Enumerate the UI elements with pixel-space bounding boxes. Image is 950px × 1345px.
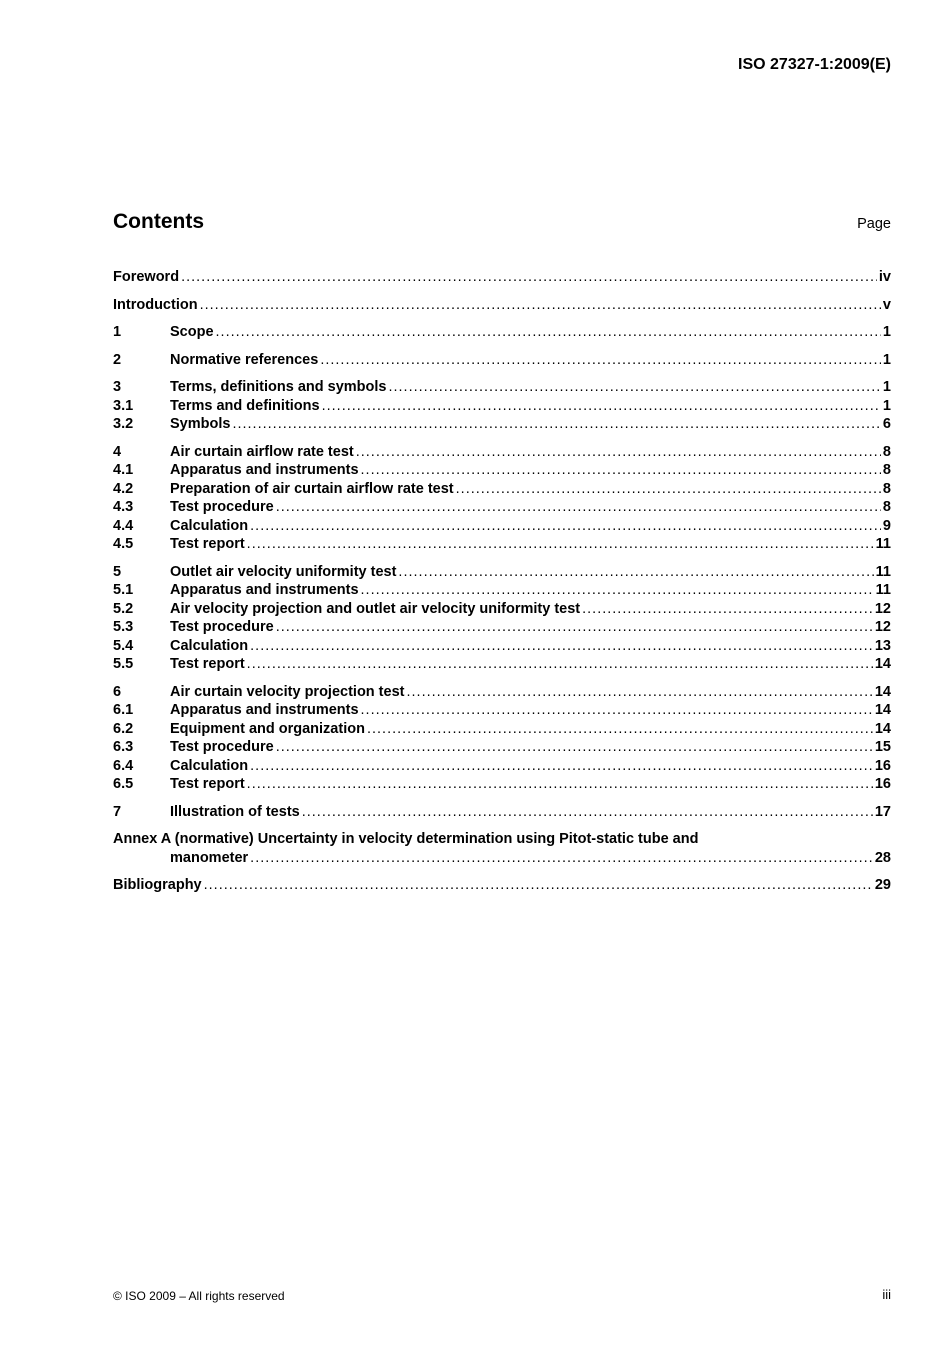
toc-entry[interactable] bbox=[113, 600, 891, 619]
toc-entry-page: 8 bbox=[882, 480, 891, 497]
toc-entry-number: 4.3 bbox=[113, 499, 134, 515]
toc-entry[interactable] bbox=[113, 581, 891, 600]
toc-entry-page: 12 bbox=[874, 600, 891, 617]
toc-entry[interactable] bbox=[113, 618, 891, 637]
toc-entry-page: 8 bbox=[882, 443, 891, 460]
document-id: ISO 27327-1:2009(E) bbox=[738, 56, 891, 73]
toc-entry-title: Air curtain airflow rate test bbox=[170, 443, 354, 460]
annex-title-line1: Annex A (normative) Uncertainty in velocity determination using Pitot-static tube and bbox=[113, 831, 699, 847]
annex-title-line2: manometer bbox=[170, 849, 249, 866]
toc-entry-number: 5.2 bbox=[113, 600, 134, 617]
toc-entry[interactable] bbox=[113, 738, 891, 757]
dot-leader bbox=[250, 637, 873, 656]
toc-entry-title: Outlet air velocity uniformity test bbox=[170, 563, 397, 580]
dot-leader bbox=[356, 443, 881, 462]
toc-entry-title: Test report bbox=[170, 536, 245, 552]
toc-entry-number: 4.5 bbox=[113, 536, 134, 552]
toc-entry[interactable] bbox=[113, 803, 891, 822]
dot-leader bbox=[250, 757, 873, 776]
toc-entry-page: 14 bbox=[874, 702, 891, 718]
toc-entry-page: 8 bbox=[882, 462, 891, 478]
toc-entry-number: 4.4 bbox=[113, 517, 134, 534]
toc-entry-title: Apparatus and instruments bbox=[170, 702, 359, 718]
dot-leader bbox=[204, 876, 873, 895]
dot-leader bbox=[361, 701, 873, 720]
toc-entry-page: 1 bbox=[882, 351, 891, 368]
toc-group bbox=[113, 296, 891, 315]
dot-leader bbox=[398, 563, 873, 582]
toc-entry-page: 15 bbox=[874, 739, 891, 755]
toc-entry-title: Normative references bbox=[170, 351, 319, 368]
toc-entry-page: 11 bbox=[875, 582, 891, 598]
dot-leader bbox=[456, 480, 881, 499]
toc-entry[interactable] bbox=[113, 775, 891, 794]
toc-group bbox=[113, 351, 891, 370]
toc-entry-title: Illustration of tests bbox=[170, 803, 300, 820]
toc-group bbox=[113, 268, 891, 287]
toc-entry[interactable] bbox=[113, 351, 891, 370]
toc-entry[interactable] bbox=[113, 498, 891, 517]
dot-leader bbox=[276, 738, 873, 757]
dot-leader bbox=[200, 296, 881, 315]
toc-entry-page: 12 bbox=[874, 619, 891, 635]
toc-entry-page: 16 bbox=[874, 757, 891, 774]
toc-entry-title: Test procedure bbox=[170, 499, 274, 515]
toc-entry-title: Bibliography bbox=[113, 877, 202, 893]
toc-entry-title: Air velocity projection and outlet air velocity uniformity test bbox=[170, 600, 581, 617]
toc-entry-title: Terms, definitions and symbols bbox=[170, 379, 387, 395]
toc-entry-title: Calculation bbox=[170, 637, 249, 654]
toc-group bbox=[113, 803, 891, 822]
toc-entry-number: 6.3 bbox=[113, 739, 134, 755]
toc-entry-number: 2 bbox=[113, 351, 122, 368]
dot-leader bbox=[181, 268, 877, 287]
toc-entry-number: 6.2 bbox=[113, 720, 134, 737]
toc-entry[interactable] bbox=[113, 563, 891, 582]
dot-leader bbox=[247, 655, 873, 674]
toc-entry-page: 29 bbox=[874, 877, 891, 893]
toc-entry[interactable] bbox=[113, 683, 891, 702]
dot-leader bbox=[406, 683, 872, 702]
toc-entry-page: 8 bbox=[882, 499, 891, 515]
toc-entry-number: 4 bbox=[113, 443, 122, 460]
toc-group bbox=[113, 378, 891, 434]
page-column-label: Page bbox=[857, 216, 891, 232]
toc-entry[interactable] bbox=[113, 757, 891, 776]
toc-entry-page: v bbox=[882, 296, 891, 313]
toc-entry-page: 1 bbox=[882, 324, 891, 340]
toc-entry-number: 5.5 bbox=[113, 656, 134, 672]
annex-title-line2-row bbox=[113, 849, 891, 868]
dot-leader bbox=[367, 720, 873, 739]
toc-entry-bibliography[interactable] bbox=[113, 876, 891, 895]
toc-entry-title: Air curtain velocity projection test bbox=[170, 683, 405, 700]
toc-group bbox=[113, 563, 891, 674]
toc-group bbox=[113, 323, 891, 342]
dot-leader bbox=[322, 397, 881, 416]
toc-entry[interactable] bbox=[113, 535, 891, 554]
dot-leader bbox=[320, 351, 881, 370]
dot-leader bbox=[388, 378, 880, 397]
toc-entry-title: Scope bbox=[170, 324, 214, 340]
toc-entry-number: 6.4 bbox=[113, 757, 134, 774]
toc-entry-page: 14 bbox=[874, 720, 891, 737]
annex-page: 28 bbox=[874, 849, 891, 866]
toc-entry-number: 5 bbox=[113, 563, 122, 580]
dot-leader bbox=[302, 803, 873, 822]
toc-entry-number: 5.1 bbox=[113, 582, 134, 598]
toc-entry[interactable] bbox=[113, 637, 891, 656]
toc-entry[interactable] bbox=[113, 701, 891, 720]
toc-entry-page: 1 bbox=[882, 397, 891, 414]
toc-entry-number: 7 bbox=[113, 803, 122, 820]
table-of-contents bbox=[113, 268, 891, 904]
dot-leader bbox=[247, 535, 874, 554]
toc-group bbox=[113, 876, 891, 895]
toc-entry-number: 6.1 bbox=[113, 702, 134, 718]
toc-entry-title: Test procedure bbox=[170, 619, 274, 635]
toc-entry[interactable] bbox=[113, 443, 891, 462]
dot-leader bbox=[250, 517, 881, 536]
toc-entry-number: 3.1 bbox=[113, 397, 134, 414]
toc-entry-number: 6 bbox=[113, 683, 122, 700]
toc-entry-title: Preparation of air curtain airflow rate test bbox=[170, 480, 454, 497]
toc-entry-number: 6.5 bbox=[113, 776, 134, 792]
toc-entry-number: 3 bbox=[113, 379, 122, 395]
toc-entry-title: Test report bbox=[170, 656, 245, 672]
toc-entry-page: 6 bbox=[882, 416, 891, 432]
toc-entry-title: Test report bbox=[170, 776, 245, 792]
dot-leader bbox=[247, 775, 873, 794]
dot-leader bbox=[361, 461, 881, 480]
toc-group bbox=[113, 683, 891, 794]
toc-entry[interactable] bbox=[113, 323, 891, 342]
toc-entry[interactable] bbox=[113, 480, 891, 499]
toc-entry-number: 5.3 bbox=[113, 619, 134, 635]
toc-entry-title: Test procedure bbox=[170, 739, 274, 755]
dot-leader bbox=[276, 498, 881, 517]
toc-entry[interactable] bbox=[113, 378, 891, 397]
toc-entry-title: Symbols bbox=[170, 416, 231, 432]
toc-entry-page: 16 bbox=[874, 776, 891, 792]
toc-entry-number: 1 bbox=[113, 324, 122, 340]
toc-entry-title: Introduction bbox=[113, 296, 198, 313]
toc-entry-title: Calculation bbox=[170, 517, 249, 534]
toc-entry[interactable] bbox=[113, 296, 891, 315]
dot-leader bbox=[582, 600, 873, 619]
toc-entry-title: Calculation bbox=[170, 757, 249, 774]
page-number: iii bbox=[882, 1287, 891, 1302]
toc-entry[interactable] bbox=[113, 720, 891, 739]
contents-title: Contents bbox=[113, 210, 204, 233]
dot-leader bbox=[361, 581, 874, 600]
toc-entry-number: 5.4 bbox=[113, 637, 134, 654]
toc-entry[interactable] bbox=[113, 415, 891, 434]
toc-entry-page: 11 bbox=[875, 563, 891, 580]
toc-entry-page: 17 bbox=[874, 803, 891, 820]
toc-entry-title: Apparatus and instruments bbox=[170, 462, 359, 478]
toc-entry-title: Terms and definitions bbox=[170, 397, 320, 414]
toc-entry[interactable] bbox=[113, 268, 891, 287]
toc-entry-title: Apparatus and instruments bbox=[170, 582, 359, 598]
toc-entry-title: Foreword bbox=[113, 269, 180, 285]
toc-entry-page: 14 bbox=[874, 656, 891, 672]
dot-leader bbox=[250, 849, 873, 868]
toc-entry-number: 4.2 bbox=[113, 480, 134, 497]
toc-annex-entry[interactable] bbox=[113, 830, 891, 867]
toc-entry-page: iv bbox=[878, 269, 891, 285]
dot-leader bbox=[276, 618, 873, 637]
toc-entry-page: 1 bbox=[882, 379, 891, 395]
copyright-notice: © ISO 2009 – All rights reserved bbox=[113, 1289, 285, 1303]
toc-entry-number: 3.2 bbox=[113, 416, 134, 432]
toc-entry-page: 11 bbox=[875, 536, 891, 552]
toc-group bbox=[113, 443, 891, 554]
toc-entry-title: Equipment and organization bbox=[170, 720, 365, 737]
toc-entry[interactable] bbox=[113, 461, 891, 480]
toc-entry-number: 4.1 bbox=[113, 462, 134, 478]
toc-entry-page: 13 bbox=[874, 637, 891, 654]
toc-entry[interactable] bbox=[113, 517, 891, 536]
toc-entry-page: 14 bbox=[874, 683, 891, 700]
toc-entry[interactable] bbox=[113, 397, 891, 416]
toc-entry[interactable] bbox=[113, 655, 891, 674]
dot-leader bbox=[232, 415, 880, 434]
dot-leader bbox=[216, 323, 881, 342]
toc-entry-page: 9 bbox=[882, 517, 891, 534]
